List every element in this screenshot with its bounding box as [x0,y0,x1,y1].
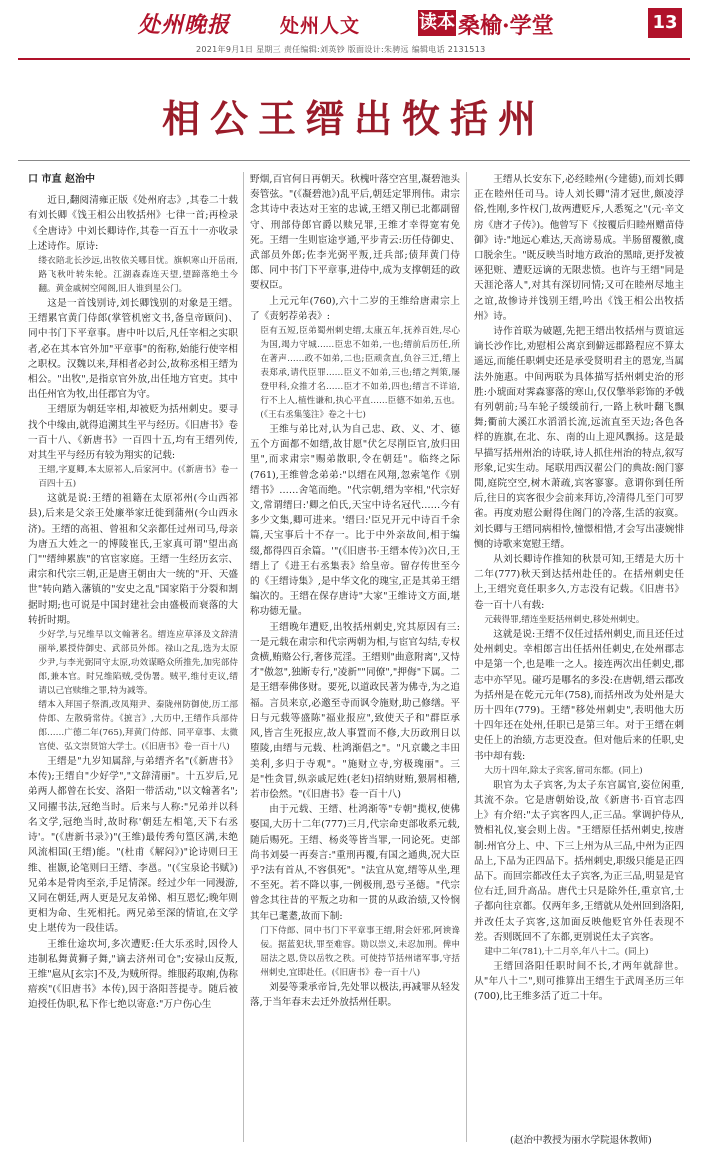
paragraph: 王缙原为朝廷宰相,却被贬为括州刺史。要寻找个中缘由,就得追溯其生平与经历。《旧唐书》卷一百十八、《新唐书》一百四十五,均有王缙列传,对其生平与经历有较为翔实的记载: [28,404,238,462]
paragraph: 从刘长卿诗作推知的秋景可知,王缙是大历十二年(777)秋天到达括州赴任的。在括州刺史任上,王缙究竟任职多久,方志没有记载。《旧唐书》卷一百十八有载: [474,554,684,611]
paragraph: 王缙是"九岁知属辞,与弟缙齐名"(《新唐书》本传);王缙自"少好学","文辞清丽"。十五岁后,兄弟两人都曾在长安、洛阳一带活动,"以文翰著名";又同擢书法,冠绝当时。后来与人称:"兄弟并以科名文学,冠绝当时,故时称'朝廷左相笔,天下右丞诗'。"(《唐新书录》)"(王维)最传秀句篁区满,未绝风流相国(王缙)能。"(杜甫《解闷》)"论诗则曰王维、崔颢,论笔则曰王缙、李邕。"(《宝泉论书赋》)兄弟本是骨肉至亲,手足情深。经过少年一同漫游,又同在朝廷,两人更是兄友弟悌、相互恩忆;晚年则更相为命、生死相托。两兄弟至深的情谊,在文学史上堪传为一段佳话。 [28,756,238,935]
subsection-name: 桑榆·学堂 [458,13,554,39]
quote: 建中二年(781),十二月卒,年八十二。(同上) [484,946,649,957]
paragraph: 这就是说:王缙的祖籍在太原祁州(今山西祁县),后来是父亲王处廉举家迁徙到蒲州(今山西永济)。王缙的高祖、曾祖和父亲都任过州司马,母亲为唐五大姓之一的博陵崔氏,王家真可谓"望出高门""缙绅累族"的官宦家庭。王缙一生经历玄宗、肃宗和代宗三朝,正是唐王朝由大一统的"开、天盛世"转向踏入藩镇的"安史之乱"国家陷于分裂和割据时期;也可说是中国封建社会由盛极而衰落的大转折时期。 [28,493,238,626]
paragraph: 职官为太子宾客,为太子东宫属官,姿位闲重,其流不杂。它是唐朝始设,故《新唐书·百官志四上》有介绍:"太子宾客四人,正三品。掌调护侍从,赞相礼仪,宴会则上齿。"王缙原任括州刺史,按唐制:州官分上、中、下三上州为从三品,中州为正四品上,下品为正四品下。括州刺史,职级只能是正四品下。而回宗都改任太子宾客,为正三品,明显是官位右迁,回升高品。唐代士只是除外任,重京官,士子都向往京都。仅两年多,王缙就从处州回到洛阳,并改任太子宾客,这加面反映他贬官外任表现不差。否则既回不了东都,更别说任太子宾客。 [474,779,684,943]
page-number: 13 [648,8,682,38]
paragraph: 王维与弟比对,认为自己忠、政、义、才、德五个方面都不如缙,故甘愿"伏乞尽削臣官,放归田里",而求肃宗"赐弟散职,令在朝廷"。临终之际(761),王维曾念弟弟:"以缙在风翔,忽索笔作《别缙书》……舍笔而绝。"代宗朝,缙为宰相,"代宗好文,常谓缙曰:'卿之伯氏,天宝中诗名冠代……今有多少文集,卿可进来。'缙曰:'臣兄开元中诗百千余篇,天宝事后十不存一。比于中外亲故间,相于编缀,都得四百余篇。'"(《旧唐书·王缙本传》)次日,王缙上了《进王右丞集表》给皇帝。留存传世至今的《王缙诗集》,是中华文化的瑰宝,正是其弟王缙编次的。王缙在保存唐诗"大家"王维诗文方面,堪称功德无量。 [250,424,460,618]
read-box: 读本 [418,10,456,36]
section-name: 处州人文 [280,15,361,37]
title-rule [18,160,690,161]
article-title: 相公王缙出牧括州 [161,96,546,141]
paragraph: 野烟,百官何日再朝天。秋槐叶落空宫里,凝碧池头奏管弦。"(《凝碧池》)乱平后,朝廷定罪刑伟。肃宗念其诗中表达对王室的忠诚,王缙又削已北都副留守、刑部侍郎官爵以赎兄罪,王维才幸得宽宥免死。王缙一生则宦途亨通,平步青云:历任侍御史、武部员外郎;佐李光弼平叛,迁兵部;债拜黄门侍郎、同中书门下平章事,进侍中,成为支撑朝廷的政要权臣。 [250,174,460,292]
paragraph: 这是一首饯别诗,刘长卿饯别的对象是王缙。王缙累官黄门侍郎(掌管机密文书,备皇帝顾问)、同中书门下平章事。唐中叶以后,凡任宰相之实职者,必在其本官外加"平章事"的衔称,始能行使宰相之职权。汉魏以来,拜相者必封公,故称丞相王缙为相公。"出牧",是指京官外放,出任地方官吏。其中出任州官为牧,出任郡官为守。 [28,298,238,401]
quote: 缙本入拜国子祭酒,改凤翔尹、秦陇州防御使,历工部侍郎、左散骑常侍。《摭言》,大历中,王缙作兵部侍郎……广德二年(765),拜黄门侍郎、同平章事、太微宫使、弘文崇贤馆大学士。(《旧唐书》卷一百十八) [38,700,238,753]
masthead-divider [18,58,690,60]
quote: 大历十四年,除太子宾客,留司东都。(同上) [484,765,643,776]
quote: 少好学,与兄维早以文翰著名。缙连应草泽及文辞清丽举,累授侍御史、武部员外郎。禄山之乱,选为太原少尹,与李光弼同守太原,功效谋略众所推先,加宪部侍郎,兼本官。时兄维陷贼,受伪署。贼平,维付吏议,缙请以己官赎维之罪,特为减等。 [38,630,238,697]
newspaper-brand: 处州晚报 [138,12,231,38]
paragraph: 王缙从长安东下,必经睦州(今建德),而刘长卿正在睦州任司马。诗人刘长卿"清才冠世,颇凌浮俗,性刚,多忤权门,故两遭贬斥,人悉冤之"(元·辛文房《唐才子传》)。他曾写下《按覆后归睦州赠苗侍御》诗:"地远心难达,天高谤易成。半肠留覆徼,虞口脱余生。"既反映当时地方政治的黑暗,更抒发被诬犯赃、遭贬远谪的无限悲愤。也许与王缙"同是天涯沦落人",对其有深切同情;又可在睦州尽地主之谊,故惨诗并饯别王缙,吟出《饯王相公出牧括州》诗。 [474,174,684,322]
paragraph: 王缙晚年遭贬,出牧括州刺史,究其原因有三:一是元载在肃宗和代宗两朝为相,与宦官勾结,专权贪横,贿赂公行,奢侈荒淫。王缙则"曲意附离",又恃才"傲忽",独断专行,"凌新""同僚","押侮"下属。二是王缙奉佛侈财。要死,以道政民著为佛寺,为之追福。言员来京,必邀至寺而讽令施财,助己修缮。平日与元载等盛陈"福业报应",致使天子和"群臣承风,皆言生死报应,故人事置而不修,大历政刑日以堕陵,由缙与元载、杜鸿渐倡之"。"凡京畿之丰田美利,多归于寺观"。"施财立寺,穷极瑰丽"。三是"性贪冒,纵亲戚尼姓(老妇)招纳财贿,猥屑相稽,若市侩然。"(《旧唐书》卷一百十八) [250,621,460,800]
quote: 臣有五短,臣弟蜀州刺史缙,太康五年,抚养百姓,尽心为国,竭力守城……臣忠不如弟,一也;缙前后历任,所在著声……政不如弟,二也;臣顽贪直,负谷三迁,缙上表郑承,请代臣罪……臣义不如弟,三也;缙之判策,屡登甲科,众推才名……臣才不如弟,四也;缙言不详谙,行不上人,植性谦和,执心平直……臣德不如弟,五也。(《王右丞集笺注》卷之十七) [260,326,460,421]
column-divider [243,172,244,1142]
quote: 元载得罪,缙连坐贬括州刺史,移处州刺史。 [484,614,645,625]
paragraph: 近日,翻阅清雍正版《处州府志》,其卷二十载有刘长卿《饯王相公出牧括州》七律一首;再检录《全唐诗》中刘长卿诗作,其卷一百五十一亦收录上述诗作。原诗: [28,195,238,252]
quote: 王缙,字夏卿,本太原祁人,后家河中。(《新唐书》卷一百四十五) [38,465,238,490]
article-column-2 [250,172,460,1148]
paragraph: 王缙回洛阳任职时间不长,才两年就辞世。从"年八十二",则可推算出王缙生于武周圣历三年(700),比王维多活了近二十年。 [474,960,684,1003]
paragraph: 上元元年(760),六十二岁的王维给唐肃宗上了《责躬荐弟表》: [250,295,460,322]
paragraph: 诗作首联为破题,先把王缙出牧括州与贾谊远谪长沙作比,劝慰相公离京到僻远郡路程应不算太遥远,而能任职刺史还是承受贤明君主的恩宠,当属法外施惠。中间两联为具体描写括州刺史治的形胜:小琥面对霁森寥落的寒山,仅仅擎举彩饰的矛戟有列朝前;马车轮子缓缓前行,一路上秋叶翻飞飘舞;衢前大溪江水滔滔长流,远流直至天边;各色各样的旌旗,在北、东、南的山上迎风飘扬。这是最早描写括州州治的诗联,诗人抓住州治的特点,叙写形象,记实生动。尾联用西汉翟公门的典故:阁门寥閒,庭院空空,树木萧疏,宾客寥寥。意谓你到任所后,往日的宾客很少会前来拜访,冷清得几至门可罗雀。再度劝慰公耐得住阁门的冷落,生活的寂寞。刘长卿与王缙同病相怜,憧憬相惜,才会写出凄婉悱恻的诗歌来宽慰王缙。 [474,326,684,550]
quote: 门下侍郎、同中书门下平章事王缙,附会奸邪,阿谀谗佞。据蓝犯状,罪至难容。勋以崇义,未忍加刑。俾申屈法之恩,贷以岳牧之秩。可使持节括州诸军事,守括州刺史,宜即赴任。(《旧唐书》卷一百十八) [260,925,460,978]
article-column-1 [28,172,238,1148]
dateline: 2021年9月1日 星期三 责任编辑:刘英钞 版面设计:朱骋远 编辑电话 2131513 [196,45,486,54]
author-note: (赵治中教授为丽水学院退休教师) [510,1135,652,1146]
paragraph: 这就是说:王缙不仅任过括州刺史,而且还任过处州刺史。幸相郎言出任括州任刺史,在处州郡志中是第一个,也是唯一之人。接连两次出任刺史,郡志中亦罕见。碰巧是哪名的多没:在唐朝,缙云郡改为括州是在乾元元年(758),而括州改为处州是大历十四年(779)。王缙"移处州刺史",表明他大历十四年还在处州,任职已是第三年。对于王缙在刺史任上的治绩,方志更没查。但对他后来的任职,史书中却有载: [474,628,684,762]
masthead [18,8,690,38]
paragraph: 王维仕途坎坷,多次遭贬:任大乐丞时,因伶人违制私舞黄狮子舞,"谪去济州司仓";安禄山反叛,王维"扈从[玄宗]不及,为贼所得。维服药取痢,伪称瘖疾"(《旧唐书》本传),因于洛阳菩提寺。随后被迫授任伪职,私下作七绝以寄意:"万户伤心生 [28,938,238,1011]
author-byline: 口 市直 赵治中 [28,174,95,185]
paragraph: 由于元载、王缙、杜鸿渐等"专朝"揽权,使佛娶国,大历十二年(777)三月,代宗命吏部收系元载,随后赐死。王缙、杨炎等皆当罪,一同论死。吏部尚书刘晏一再奏言:"重刑再覆,有国之通典,况大臣乎?法有首从,不容俱死"。"法宜从宽,缙等从坐,理不至死。若不降以事,一例极刑,恐亏圣德。"代宗曾念其往昔的平叛之功和一贯的从政治绩,又怜悯其年已耄耋,故而下制: [250,804,460,922]
article-column-3 [474,172,684,1148]
quote-poem: 缕衣陪北长沙远,出牧依关哪目忧。旗帜寒山开岳雨,路飞秋叶转朱轮。江湖森森连天望,望蹄落绝土今翻。黄金戚树空闻阁,旧人谁到星公门。 [38,256,238,295]
paragraph: 刘晏等秉承帝旨,先处罪以极法,再减罪从轻发落,于当年春末去迁外放括州任职。 [250,981,460,1008]
column-divider [466,172,467,1142]
